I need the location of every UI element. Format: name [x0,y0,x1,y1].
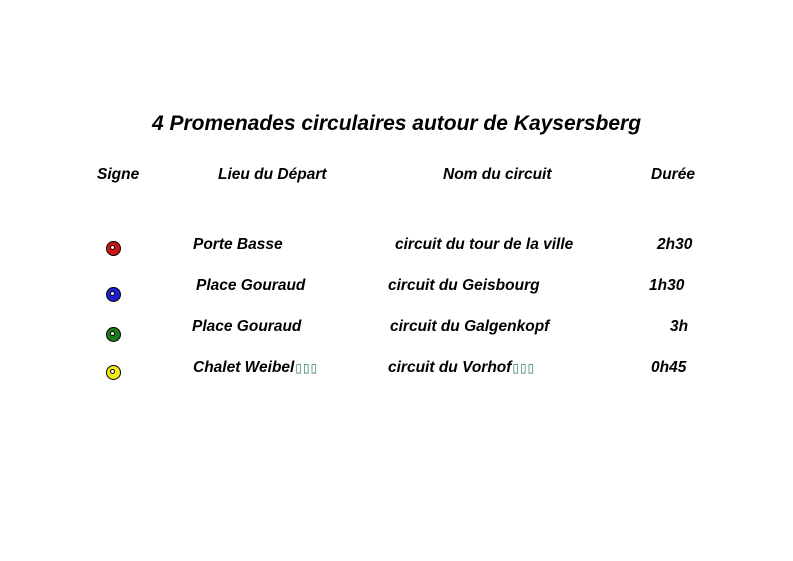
row-depart-text: Place Gouraud [196,277,306,294]
yellow-circle-marker-icon [106,365,121,380]
row-circuit [388,277,540,295]
row-circuit-text: circuit du Galgenkopf [390,318,550,335]
blue-circle-marker-icon [106,287,121,302]
missing-glyph-boxes: ▯▯▯ [295,361,319,375]
row-duree: 2h30 [657,236,693,253]
row-depart [193,236,283,254]
row-depart-text: Chalet Weibel [193,359,295,376]
row-duree: 3h [670,318,689,335]
row-depart-text: Porte Basse [193,236,283,253]
header-nom-circuit: Nom du circuit [443,166,552,183]
row-circuit-text: circuit du Vorhof [388,359,512,376]
header-signe: Signe [97,166,140,183]
red-circle-marker-icon [106,241,121,256]
row-depart [196,277,305,295]
row-duree: 0h45 [651,359,687,376]
row-circuit [390,318,549,336]
missing-glyph-boxes: ▯▯▯ [512,361,536,375]
row-depart [192,318,301,336]
row-depart-text: Place Gouraud [192,318,302,335]
row-duree: 1h30 [649,277,685,294]
header-lieu-depart: Lieu du Départ [218,166,327,183]
row-depart [193,359,318,377]
header-duree: Durée [651,166,695,183]
row-circuit [388,359,535,377]
row-circuit [395,236,573,254]
row-circuit-text: circuit du Geisbourg [388,277,540,294]
green-circle-marker-icon [106,327,121,342]
row-circuit-text: circuit du tour de la ville [395,236,574,253]
page-title: 4 Promenades circulaires autour de Kaysersberg [151,112,642,135]
